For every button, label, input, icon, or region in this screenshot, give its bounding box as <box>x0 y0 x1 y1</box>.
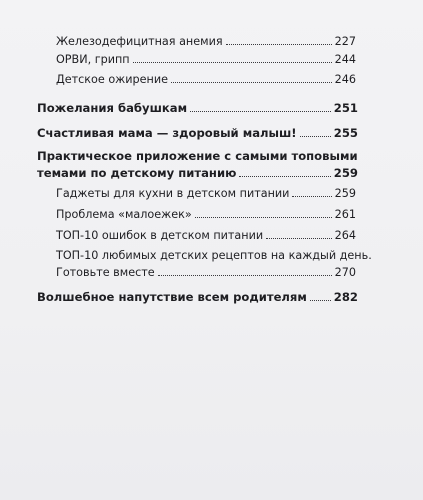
toc-entry-orvi <box>56 53 356 66</box>
toc-entry-title: Волшебное напутствие всем родителям <box>37 290 307 304</box>
toc-entry-obesity <box>56 73 356 86</box>
toc-entry-appendix-line1: Практическое приложение с самыми топовыми <box>37 149 358 163</box>
leader-dots <box>190 111 331 112</box>
toc-entry-top10-recipes <box>56 266 356 279</box>
leader-dots <box>292 196 331 197</box>
toc-entry-appendix <box>37 166 358 180</box>
toc-entry-page: 270 <box>334 266 356 279</box>
toc-entry-page: 244 <box>334 53 356 66</box>
toc-entry-picky-eaters <box>56 208 356 221</box>
toc-entry-title: Проблема «малоежек» <box>56 208 192 221</box>
leader-dots <box>266 238 332 239</box>
toc-entry-top10-recipes-line1: ТОП-10 любимых детских рецептов на каждый день. <box>56 249 372 262</box>
toc-entry-title: Счастливая мама — здоровый малыш! <box>37 126 297 140</box>
toc-entry-page: 259 <box>333 166 358 180</box>
leader-dots <box>300 136 331 137</box>
toc-entry-anemia <box>56 35 356 48</box>
toc-entry-title: Готовьте вместе <box>56 266 155 279</box>
leader-dots <box>310 300 331 301</box>
leader-dots <box>171 82 332 83</box>
toc-entry-gadgets <box>56 187 356 200</box>
toc-entry-title: ОРВИ, грипп <box>56 53 130 66</box>
toc-entry-parting-words <box>37 290 358 304</box>
toc-entry-page: 251 <box>333 101 358 115</box>
toc-entry-page: 246 <box>334 73 356 86</box>
toc-entry-page: 264 <box>334 229 356 242</box>
toc-entry-title: Железодефицитная анемия <box>56 35 223 48</box>
toc-entry-title: Гаджеты для кухни в детском питании <box>56 187 290 200</box>
toc-entry-page: 259 <box>334 187 356 200</box>
leader-dots <box>158 275 332 276</box>
leader-dots <box>226 44 332 45</box>
leader-dots <box>195 217 332 218</box>
toc-entry-title: Пожелания бабушкам <box>37 101 188 115</box>
toc-entry-title: Детское ожирение <box>56 73 168 86</box>
leader-dots <box>133 62 332 63</box>
toc-entry-page: 255 <box>333 126 358 140</box>
toc-entry-page: 227 <box>334 35 356 48</box>
toc-entry-title: темами по детскому питанию <box>37 166 237 180</box>
toc-entry-page: 261 <box>334 208 356 221</box>
toc-entry-page: 282 <box>333 290 358 304</box>
toc-entry-happy-mom <box>37 126 358 140</box>
toc-entry-title: ТОП-10 ошибок в детском питании <box>56 229 264 242</box>
leader-dots <box>239 176 330 177</box>
toc-entry-grandmothers <box>37 101 358 115</box>
toc-entry-top10-mistakes <box>56 229 356 242</box>
